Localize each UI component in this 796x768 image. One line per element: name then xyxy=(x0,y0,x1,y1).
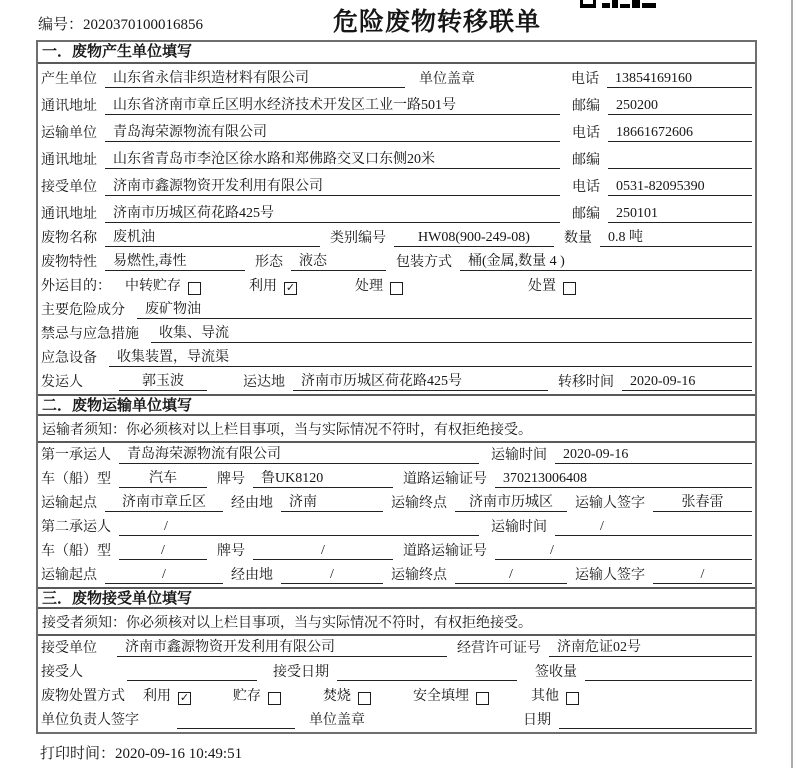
receiver-address-value: 济南市历城区荷花路425号 xyxy=(105,206,560,223)
accepting-unit-value: 济南市鑫源物资开发利用有限公司 xyxy=(117,640,447,657)
waste-category-value: HW08(900-249-08) xyxy=(394,230,554,247)
transporter-address-row xyxy=(38,145,755,172)
leader-signature-row xyxy=(38,708,755,732)
second-carrier-label: 第二承运人 xyxy=(41,520,111,535)
vehicle-type1-label: 车（船）型 xyxy=(41,472,111,487)
accept-date-value xyxy=(337,680,517,681)
license-value: 济南危证02号 xyxy=(549,640,752,657)
checkbox-disposal-other xyxy=(566,692,579,705)
waste-category-label: 类别编号 xyxy=(330,231,386,246)
carrier-sign2-label: 运输人签字 xyxy=(575,568,645,583)
carrier-sign2-value: / xyxy=(653,567,752,584)
taboo-measures-value: 收集、导流 xyxy=(151,326,752,343)
receiver-unit-row xyxy=(38,172,755,199)
doc-number-value: 2020370100016856 xyxy=(83,17,204,33)
plate2-value: / xyxy=(253,543,393,560)
transporter-zip-label: 邮编 xyxy=(572,153,600,168)
route2-row xyxy=(38,563,755,587)
unit-stamp2-label: 单位盖章 xyxy=(309,713,365,728)
section-3-title: 三．废物接受单位填写 xyxy=(38,587,755,609)
transfer-purpose-label: 外运目的： xyxy=(41,279,111,294)
disposal-option-other: 其他 xyxy=(531,685,579,705)
disposal-option-landfill: 安全填埋 xyxy=(413,685,489,705)
producer-address-label: 通讯地址 xyxy=(41,99,97,114)
endpoint1-label: 运输终点 xyxy=(391,496,447,511)
checkbox-disposal-utilize-checked: ✓ xyxy=(179,692,190,704)
receiver-phone-value: 0531-82095390 xyxy=(608,179,752,196)
checkbox-treat xyxy=(390,282,403,295)
via1-value: 济南 xyxy=(281,495,383,512)
second-carrier-row xyxy=(38,515,755,539)
hazard-component-row xyxy=(38,298,755,322)
transporter-address-value: 山东省青岛市李沧区徐水路和郑佛路交叉口东侧20米 xyxy=(105,152,560,169)
purpose-option-utilize: 利用 ✓ xyxy=(249,279,296,294)
via2-label: 经由地 xyxy=(231,568,273,583)
transport-time1-label: 运输时间 xyxy=(491,448,547,463)
origin2-label: 运输起点 xyxy=(41,568,97,583)
road-cert1-value: 370213006408 xyxy=(495,471,752,488)
disposal-option-utilize: 利用 ✓ xyxy=(143,689,190,704)
recipient-row xyxy=(38,660,755,684)
packing-value: 桶(金属,数量 4 ) xyxy=(460,254,752,271)
destination-label: 运达地 xyxy=(243,375,285,390)
plate2-label: 牌号 xyxy=(217,544,245,559)
taboo-measures-label: 禁忌与应急措施 xyxy=(41,327,139,342)
transport-time2-label: 运输时间 xyxy=(491,520,547,535)
producer-unit-row xyxy=(38,64,755,91)
waste-form-value: 液态 xyxy=(291,254,386,271)
sign-date-label: 日期 xyxy=(523,713,551,728)
emergency-equipment-row xyxy=(38,346,755,370)
receiver-notice: 接受者须知：你必须核对以上栏目事项，当与实际情况不符时，有权拒绝接受。 xyxy=(38,609,755,636)
producer-address-value: 山东省济南市章丘区明水经济技术开发区工业一路501号 xyxy=(105,98,560,115)
waste-qty-label: 数量 xyxy=(564,231,592,246)
endpoint1-value: 济南市历城区 xyxy=(455,495,567,512)
vehicle1-row xyxy=(38,467,755,491)
accepting-unit-row xyxy=(38,636,755,660)
leader-signature-value xyxy=(177,728,295,729)
origin1-label: 运输起点 xyxy=(41,496,97,511)
transporter-phone-value: 18661672606 xyxy=(608,125,752,142)
doc-number-label: 编号： xyxy=(38,17,84,33)
waste-name-label: 废物名称 xyxy=(41,231,97,246)
transporter-notice: 运输者须知：你必须核对以上栏目事项，当与实际情况不符时，有权拒绝接受。 xyxy=(38,416,755,443)
shipper-label: 发运人 xyxy=(41,375,83,390)
section-1-title: 一．废物产生单位填写 xyxy=(38,42,755,64)
transporter-unit-value: 青岛海荣源物流有限公司 xyxy=(105,125,560,142)
taboo-measures-row xyxy=(38,322,755,346)
shipper-value: 郭玉波 xyxy=(119,374,207,391)
checkbox-utilize-checked: ✓ xyxy=(285,282,296,294)
producer-unit-label: 产生单位 xyxy=(41,72,97,87)
road-cert2-label: 道路运输证号 xyxy=(403,544,487,559)
first-carrier-value: 青岛海荣源物流有限公司 xyxy=(119,447,479,464)
producer-zip-value: 250200 xyxy=(608,98,752,115)
manifest-form xyxy=(36,40,757,734)
waste-traits-value: 易燃性,毒性 xyxy=(105,254,245,271)
recipient-value xyxy=(127,680,257,681)
disposal-method-label: 废物处置方式 xyxy=(41,689,125,704)
producer-zip-label: 邮编 xyxy=(572,99,600,114)
waste-form-label: 形态 xyxy=(255,255,283,270)
accepting-unit-label: 接受单位 xyxy=(41,641,97,656)
transport-time2-value: / xyxy=(555,519,752,536)
checkbox-dispose xyxy=(563,282,576,295)
vehicle-type2-label: 车（船）型 xyxy=(41,544,111,559)
route1-row xyxy=(38,491,755,515)
transfer-time-label: 转移时间 xyxy=(558,375,614,390)
vehicle2-row xyxy=(38,539,755,563)
disposal-option-incinerate: 焚烧 xyxy=(323,685,371,705)
endpoint2-label: 运输终点 xyxy=(391,568,447,583)
sign-date-value xyxy=(559,728,752,729)
carrier-sign1-value: 张春雷 xyxy=(653,495,752,512)
section-2-title: 二．废物运输单位填写 xyxy=(38,394,755,416)
second-carrier-value: / xyxy=(119,519,479,536)
waste-name-value: 废机油 xyxy=(105,230,320,247)
purpose-option-dispose: 处置 xyxy=(528,275,576,295)
endpoint2-value: / xyxy=(455,567,567,584)
waste-qty-value: 0.8 吨 xyxy=(600,230,752,247)
disposal-method-row xyxy=(38,684,755,708)
signed-qty-label: 签收量 xyxy=(535,665,577,680)
road-cert1-label: 道路运输证号 xyxy=(403,472,487,487)
transporter-address-label: 通讯地址 xyxy=(41,153,97,168)
waste-traits-label: 废物特性 xyxy=(41,255,97,270)
checkbox-disposal-incinerate xyxy=(358,692,371,705)
transporter-unit-label: 运输单位 xyxy=(41,126,97,141)
accept-date-label: 接受日期 xyxy=(273,665,329,680)
print-time: 打印时间：2020-09-16 10:49:51 xyxy=(40,746,243,762)
doc-number xyxy=(38,13,203,34)
hazard-component-value: 废矿物油 xyxy=(137,302,752,319)
shipper-row xyxy=(38,370,755,394)
checkbox-disposal-store xyxy=(268,692,281,705)
transporter-phone-label: 电话 xyxy=(572,126,600,141)
emergency-equipment-label: 应急设备 xyxy=(41,351,97,366)
origin2-value: / xyxy=(105,567,223,584)
producer-address-row xyxy=(38,91,755,118)
transporter-unit-row xyxy=(38,118,755,145)
origin1-value: 济南市章丘区 xyxy=(105,495,223,512)
packing-label: 包装方式 xyxy=(396,255,452,270)
via1-label: 经由地 xyxy=(231,496,273,511)
receiver-zip-value: 250101 xyxy=(608,206,752,223)
first-carrier-row xyxy=(38,443,755,467)
receiver-unit-label: 接受单位 xyxy=(41,180,97,195)
carrier-sign1-label: 运输人签字 xyxy=(575,496,645,511)
transfer-purpose-row xyxy=(38,274,755,298)
transport-time1-value: 2020-09-16 xyxy=(555,447,752,464)
vehicle-type1-value: 汽车 xyxy=(119,471,207,488)
destination-value: 济南市历城区荷花路425号 xyxy=(293,374,548,391)
waste-traits-row xyxy=(38,250,755,274)
plate1-value: 鲁UK8120 xyxy=(253,471,393,488)
purpose-option-treat: 处理 xyxy=(355,275,403,295)
recipient-label: 接受人 xyxy=(41,665,83,680)
receiver-phone-label: 电话 xyxy=(572,180,600,195)
transfer-time-value: 2020-09-16 xyxy=(622,374,752,391)
road-cert2-value: / xyxy=(495,543,752,560)
checkbox-disposal-landfill xyxy=(476,692,489,705)
via2-value: / xyxy=(281,567,383,584)
receiver-zip-label: 邮编 xyxy=(572,207,600,222)
signed-qty-value xyxy=(585,680,752,681)
qr-code-fragment xyxy=(580,0,666,8)
emergency-equipment-value: 收集装置，导流渠 xyxy=(109,350,752,367)
unit-stamp-label: 单位盖章 xyxy=(419,72,475,87)
disposal-option-store: 贮存 xyxy=(233,685,281,705)
leader-signature-label: 单位负责人签字 xyxy=(41,713,139,728)
hazard-component-label: 主要危险成分 xyxy=(41,303,125,318)
page-right-edge xyxy=(791,0,793,768)
purpose-option-storage: 中转贮存 xyxy=(125,275,201,295)
first-carrier-label: 第一承运人 xyxy=(41,448,111,463)
producer-phone-label: 电话 xyxy=(571,72,599,87)
receiver-address-label: 通讯地址 xyxy=(41,207,97,222)
plate1-label: 牌号 xyxy=(217,472,245,487)
page-title: 危险废物转移联单 xyxy=(333,9,542,36)
license-label: 经营许可证号 xyxy=(457,641,541,656)
producer-unit-value: 山东省永信非织造材料有限公司 xyxy=(105,71,405,88)
receiver-unit-value: 济南市鑫源物资开发利用有限公司 xyxy=(105,179,560,196)
waste-name-row xyxy=(38,226,755,250)
vehicle-type2-value: / xyxy=(119,543,207,560)
transporter-zip-value xyxy=(608,168,752,169)
producer-phone-value: 13854169160 xyxy=(607,71,752,88)
receiver-address-row xyxy=(38,199,755,226)
checkbox-storage xyxy=(188,282,201,295)
